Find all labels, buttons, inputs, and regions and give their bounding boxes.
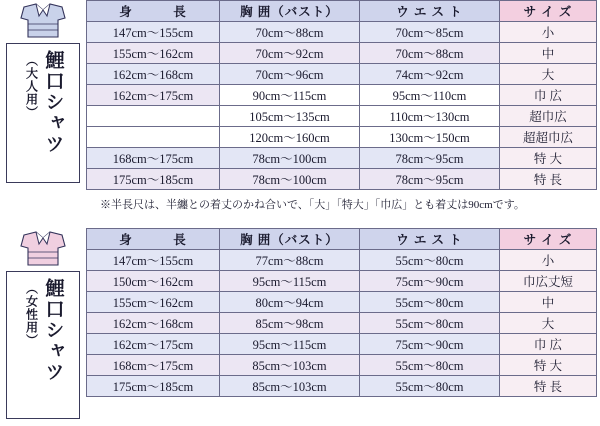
shirt-icon-pink (12, 230, 74, 268)
cell-bust: 80cm〜94cm (220, 292, 360, 313)
table-row (87, 292, 597, 313)
female-label-box (6, 271, 80, 419)
cell-height: 147cm〜155cm (87, 250, 220, 271)
table-row (87, 43, 597, 64)
cell-waist: 110cm〜130cm (360, 106, 500, 127)
cell-size: 中 (500, 292, 597, 313)
cell-size: 特 長 (500, 376, 597, 397)
header-bust: 胸 囲（バスト） (220, 1, 360, 22)
cell-bust: 95cm〜115cm (220, 334, 360, 355)
table-row (87, 271, 597, 292)
shirt-icon-blue (12, 2, 74, 40)
cell-size: 巾 広 (500, 334, 597, 355)
cell-height: 162cm〜168cm (87, 64, 220, 85)
header-bust: 胸 囲（バスト） (220, 229, 360, 250)
cell-height: 162cm〜175cm (87, 334, 220, 355)
cell-waist: 55cm〜80cm (360, 313, 500, 334)
cell-waist: 95cm〜110cm (360, 85, 500, 106)
cell-bust: 90cm〜115cm (220, 85, 360, 106)
header-size: サ イ ズ (500, 229, 597, 250)
cell-height: 175cm〜185cm (87, 169, 220, 190)
cell-waist: 78cm〜95cm (360, 169, 500, 190)
cell-height: 162cm〜175cm (87, 85, 220, 106)
table-row (87, 148, 597, 169)
cell-waist: 70cm〜85cm (360, 22, 500, 43)
cell-waist: 55cm〜80cm (360, 355, 500, 376)
table-row (87, 22, 597, 43)
table-row (87, 355, 597, 376)
cell-size: 巾 広 (500, 85, 597, 106)
cell-waist: 70cm〜88cm (360, 43, 500, 64)
cell-bust: 70cm〜92cm (220, 43, 360, 64)
cell-height (87, 106, 220, 127)
adult-label-sub: （大人用） (24, 54, 39, 119)
header-height: 身 長 (87, 1, 220, 22)
cell-bust: 77cm〜88cm (220, 250, 360, 271)
cell-size: 特 大 (500, 355, 597, 376)
cell-size: 特 大 (500, 148, 597, 169)
table-row (87, 334, 597, 355)
cell-height: 162cm〜168cm (87, 313, 220, 334)
cell-size: 小 (500, 22, 597, 43)
cell-height: 150cm〜162cm (87, 271, 220, 292)
table-row (87, 250, 597, 271)
cell-waist: 78cm〜95cm (360, 148, 500, 169)
cell-waist: 75cm〜90cm (360, 271, 500, 292)
cell-size: 大 (500, 64, 597, 85)
cell-height (87, 127, 220, 148)
adult-label-box (6, 43, 80, 183)
female-size-table (86, 228, 597, 397)
cell-height: 175cm〜185cm (87, 376, 220, 397)
header-waist: ウ エ ス ト (360, 229, 500, 250)
cell-waist: 55cm〜80cm (360, 376, 500, 397)
adult-size-table (86, 0, 597, 190)
cell-bust: 70cm〜88cm (220, 22, 360, 43)
header-waist: ウ エ ス ト (360, 1, 500, 22)
cell-size: 小 (500, 250, 597, 271)
adult-label-column (0, 0, 86, 183)
cell-waist: 74cm〜92cm (360, 64, 500, 85)
table-row (87, 64, 597, 85)
cell-size: 大 (500, 313, 597, 334)
table-row (87, 106, 597, 127)
female-label-column (0, 228, 86, 419)
cell-height: 147cm〜155cm (87, 22, 220, 43)
cell-bust: 78cm〜100cm (220, 148, 360, 169)
cell-height: 155cm〜162cm (87, 292, 220, 313)
footnote: ※半長尺は、半纏との着丈のかね合いで、「大」「特大」「巾広」とも着丈は90cmです。 (100, 199, 525, 211)
table-header-row (87, 229, 597, 250)
cell-bust: 105cm〜135cm (220, 106, 360, 127)
cell-bust: 120cm〜160cm (220, 127, 360, 148)
cell-bust: 70cm〜96cm (220, 64, 360, 85)
cell-waist: 55cm〜80cm (360, 292, 500, 313)
cell-size: 超超巾広 (500, 127, 597, 148)
table-row (87, 313, 597, 334)
adult-size-block (0, 0, 597, 190)
cell-waist: 55cm〜80cm (360, 250, 500, 271)
cell-bust: 85cm〜103cm (220, 376, 360, 397)
cell-bust: 95cm〜115cm (220, 271, 360, 292)
table-row (87, 169, 597, 190)
table-row (87, 127, 597, 148)
cell-bust: 85cm〜98cm (220, 313, 360, 334)
cell-height: 155cm〜162cm (87, 43, 220, 64)
table-header-row (87, 1, 597, 22)
adult-label-main: 鯉口シャツ (42, 50, 64, 155)
female-label-sub: （女性用） (24, 282, 39, 347)
female-size-block (0, 228, 597, 419)
cell-size: 超巾広 (500, 106, 597, 127)
header-size: サ イ ズ (500, 1, 597, 22)
cell-waist: 130cm〜150cm (360, 127, 500, 148)
female-label-main: 鯉口シャツ (42, 278, 64, 383)
cell-size: 中 (500, 43, 597, 64)
header-height: 身 長 (87, 229, 220, 250)
table-row (87, 376, 597, 397)
cell-bust: 85cm〜103cm (220, 355, 360, 376)
cell-height: 168cm〜175cm (87, 355, 220, 376)
cell-size: 巾広丈短 (500, 271, 597, 292)
cell-height: 168cm〜175cm (87, 148, 220, 169)
cell-size: 特 長 (500, 169, 597, 190)
cell-waist: 75cm〜90cm (360, 334, 500, 355)
cell-bust: 78cm〜100cm (220, 169, 360, 190)
table-row (87, 85, 597, 106)
